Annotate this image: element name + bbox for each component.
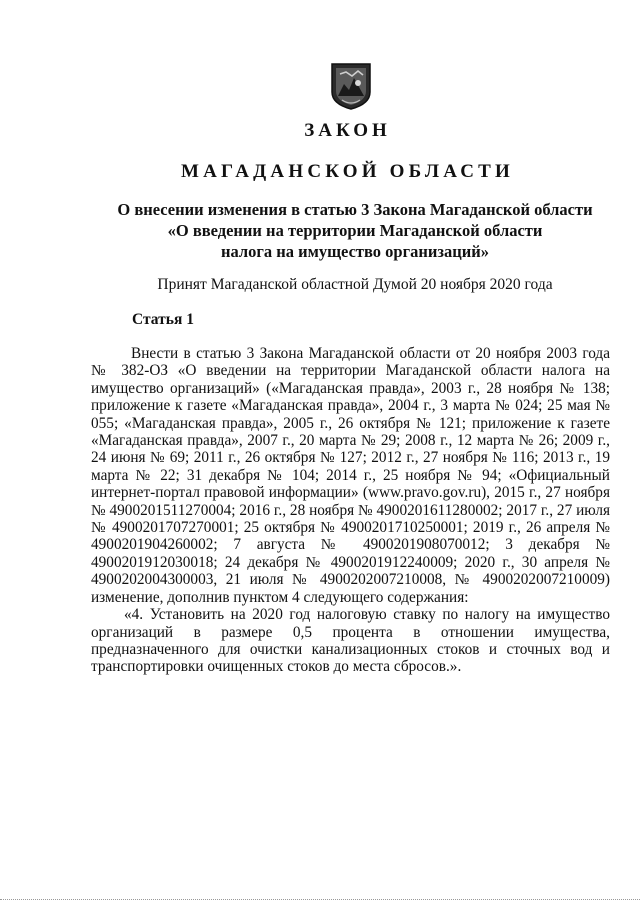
article-heading: Статья 1: [132, 311, 194, 328]
law-subject: [60, 199, 640, 262]
article-paragraph-2: «4. Установить на 2020 год налоговую ставку по налогу на имущество организаций в размере 0,5 процента в отношении имущества, предназначенного для очистки канализационных стоков и сточных вод и транспортировки очищенных стоков до места сбросов.».: [91, 606, 610, 676]
subject-line-1: О внесении изменения в статью 3 Закона Магаданской области: [117, 200, 593, 219]
subject-line-3: налога на имущество организаций»: [220, 242, 490, 261]
law-title: ЗАКОН: [304, 120, 391, 141]
article-body: [91, 345, 610, 676]
magadan-coat-of-arms-icon: [330, 62, 372, 110]
article-paragraph-1: Внести в статью 3 Закона Магаданской области от 20 ноября 2003 года № 382-ОЗ «О введении на территории Магаданской области налога на имущество организаций» («Магаданская правда», 2003 г., 28 ноября № 138; приложение к газете «Магаданская правда», 2004 г., 3 марта № 024; 25 мая № 055; «Магаданская правда», 2005 г., 26 октября № 121; приложение к газете «Магаданская правда», 2007 г., 20 марта № 29; 2008 г., 12 марта № 26; 2009 г., 24 июня № 69; 2011 г., 26 октября № 127; 2012 г., 27 ноября № 116; 2013 г., 19 марта № 22; 31 декабря № 104; 2014 г., 25 ноября № 94; «Официальный интернет-портал правовой информации» (www.pravo.gov.ru), 2015 г., 27 ноября № 4900201511270004; 2016 г., 28 ноября № 4900201611280002; 2017 г., 27 июля № 4900201707270001; 25 октября № 4900201710250001; 2019 г., 26 апреля № 4900201904260002; 7 августа № 4900201908070012; 3 декабря № 4900201912030018; 24 декабря № 4900201912240009; 2020 г., 30 апреля № 4900202004300003, 21 июля № 4900202007210008, № 4900202007210009) изменение, дополнив пунктом 4 следующего содержания:: [91, 345, 610, 606]
page-bottom-divider: [0, 899, 640, 900]
adoption-note: Принят Магаданской областной Думой 20 ноября 2020 года: [157, 276, 553, 293]
region-title: МАГАДАНСКОЙ ОБЛАСТИ: [180, 161, 515, 182]
subject-line-2: «О введении на территории Магаданской области: [167, 221, 543, 240]
